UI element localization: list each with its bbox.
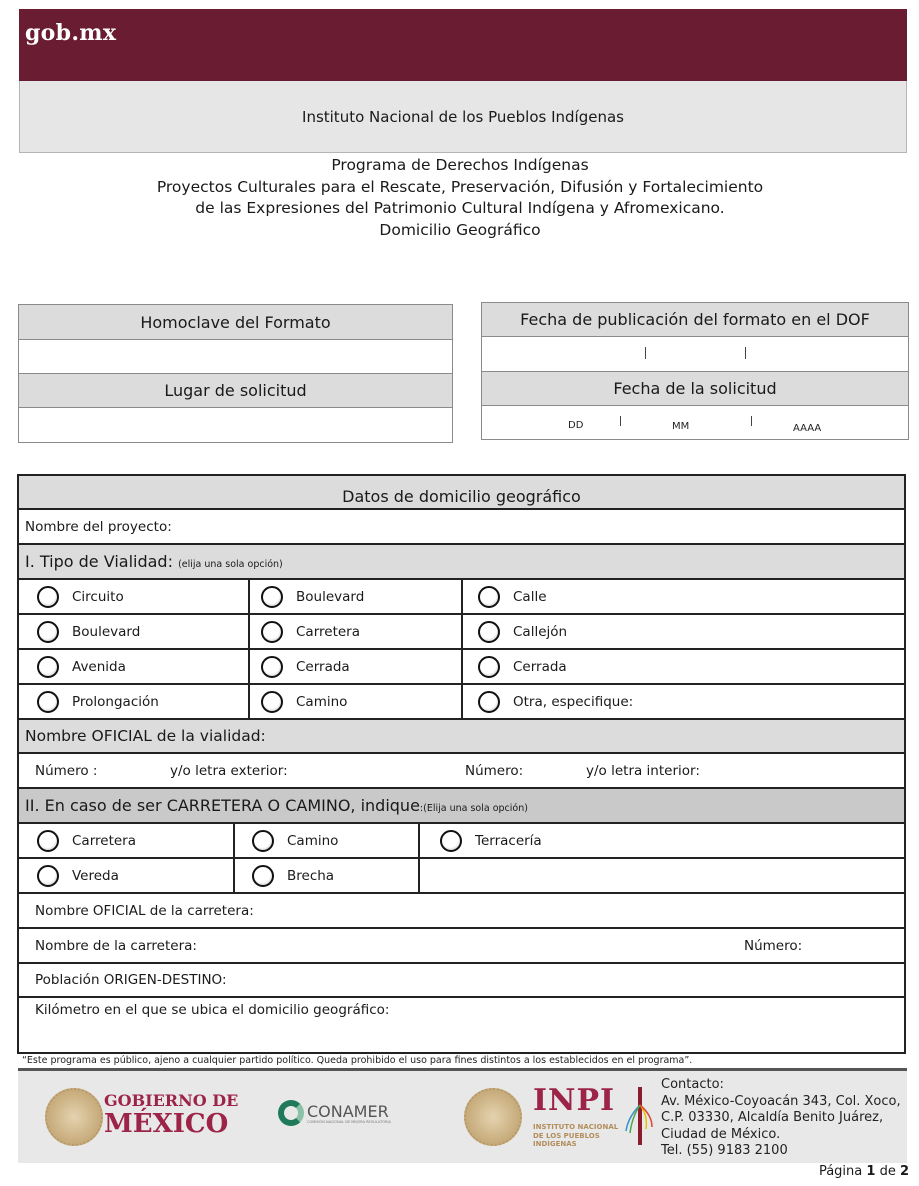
- lugar-header: [19, 374, 452, 408]
- conamer-logo-icon: [278, 1100, 304, 1126]
- official-street-name-label: Nombre OFICIAL de la vialidad:: [25, 727, 266, 745]
- vialidad-options-row: [19, 615, 904, 650]
- homoclave-header: [19, 305, 452, 340]
- dof-date-field[interactable]: [482, 337, 908, 372]
- radio-icon[interactable]: [252, 830, 274, 852]
- day-label: DD: [568, 420, 584, 431]
- road-official-name-row[interactable]: [19, 894, 904, 929]
- document-subtitle: [100, 155, 820, 241]
- int-number-field[interactable]: Número:: [465, 762, 524, 779]
- solicitud-date-field[interactable]: [482, 406, 908, 439]
- radio-icon[interactable]: [261, 691, 283, 713]
- kilometer-label: Kilómetro en el que se ubica el domicilio geográfico:: [35, 1002, 390, 1018]
- radio-icon[interactable]: [261, 586, 283, 608]
- mexico-seal-icon: [45, 1088, 103, 1146]
- subtitle-line: Proyectos Culturales para el Rescate, Preservación, Difusión y Fortalecimiento: [156, 177, 764, 196]
- radio-icon[interactable]: [37, 865, 59, 887]
- radio-icon[interactable]: [252, 865, 274, 887]
- solicitud-date-header: [482, 372, 908, 406]
- conamer-subtitle: COMISIÓN NACIONAL DE MEJORA REGULATORIA: [307, 1120, 391, 1124]
- radio-icon[interactable]: [37, 656, 59, 678]
- radio-option-otra[interactable]: Otra, especifique:: [478, 685, 633, 718]
- origin-destination-label: Población ORIGEN-DESTINO:: [35, 972, 227, 988]
- radio-option-avenida[interactable]: Avenida: [37, 650, 126, 683]
- radio-option-boulevard-2[interactable]: Boulevard: [37, 615, 140, 648]
- radio-icon[interactable]: [478, 621, 500, 643]
- radio-icon[interactable]: [261, 621, 283, 643]
- road-name-row[interactable]: [19, 929, 904, 964]
- vialidad-options-row: [19, 650, 904, 685]
- radio-icon[interactable]: [37, 621, 59, 643]
- homoclave-field[interactable]: [19, 340, 452, 374]
- radio-option-callejon[interactable]: Callejón: [478, 615, 567, 648]
- radio-option-terraceria[interactable]: Terracería: [440, 824, 542, 857]
- radio-option-calle[interactable]: Calle: [478, 580, 547, 613]
- gobmx-header-bar: [19, 9, 907, 81]
- radio-option-camino[interactable]: Camino: [261, 685, 347, 718]
- project-name-label: Nombre del proyecto:: [25, 518, 172, 535]
- radio-icon[interactable]: [37, 691, 59, 713]
- subtitle-line: Domicilio Geográfico: [379, 220, 541, 239]
- date-separator: [745, 347, 746, 359]
- section2-title: II. En caso de ser CARRETERA O CAMINO, indique:(Elija una sola opción): [25, 796, 528, 815]
- conamer-name: CONAMER: [307, 1102, 389, 1121]
- radio-option-boulevard[interactable]: Boulevard: [261, 580, 364, 613]
- subtitle-line: Programa de Derechos Indígenas: [331, 156, 589, 174]
- project-name-row[interactable]: [19, 510, 904, 545]
- road-name-label: Nombre de la carretera:: [35, 937, 197, 954]
- geographic-address-form: [17, 474, 906, 1054]
- contact-info: Contacto: Av. México-Coyoacán 343, Col. Xoco, C.P. 03330, Alcaldía Benito Juárez, Ciudad de México. Tel. (55) 9183 2100: [661, 1077, 901, 1158]
- official-street-name-row[interactable]: [19, 720, 904, 754]
- road-official-name-label: Nombre OFICIAL de la carretera:: [35, 902, 254, 919]
- institution-name: Instituto Nacional de los Pueblos Indígenas: [302, 107, 624, 126]
- radio-icon[interactable]: [478, 586, 500, 608]
- date-separator: [751, 416, 752, 426]
- radio-option-camino-road[interactable]: Camino: [252, 824, 338, 857]
- month-label: MM: [672, 421, 690, 432]
- kilometer-row[interactable]: [19, 998, 904, 1052]
- address-numbers-row: [19, 754, 904, 789]
- format-info-box: [18, 304, 453, 443]
- road-number-field[interactable]: Número:: [744, 937, 803, 954]
- origin-destination-row[interactable]: [19, 964, 904, 998]
- radio-option-cerrada[interactable]: Cerrada: [261, 650, 350, 683]
- lugar-label: Lugar de solicitud: [164, 381, 307, 400]
- date-separator: [620, 416, 621, 426]
- gobierno-line1: GOBIERNO DE: [104, 1091, 239, 1110]
- solicitud-date-label: Fecha de la solicitud: [613, 379, 777, 398]
- radio-option-carretera[interactable]: Carretera: [261, 615, 360, 648]
- inpi-ribbon-icon: [624, 1085, 654, 1147]
- int-letter-field[interactable]: y/o letra interior:: [586, 762, 700, 779]
- radio-icon[interactable]: [37, 586, 59, 608]
- section1-title: I. Tipo de Vialidad: (elija una sola opción): [25, 552, 283, 571]
- section2-hint: :(Elija una sola opción): [419, 803, 528, 814]
- radio-option-cerrada-2[interactable]: Cerrada: [478, 650, 567, 683]
- ext-letter-field[interactable]: y/o letra exterior:: [170, 762, 288, 779]
- radio-option-carretera-road[interactable]: Carretera: [37, 824, 136, 857]
- ext-number-field[interactable]: Número :: [35, 762, 98, 779]
- dof-header: [482, 303, 908, 337]
- homoclave-label: Homoclave del Formato: [140, 312, 331, 332]
- road-type-options-row: [19, 824, 904, 859]
- footer-bar: [18, 1068, 907, 1163]
- form-title: Datos de domicilio geográfico: [342, 487, 581, 506]
- date-separator: [645, 347, 646, 359]
- institution-bar: [19, 81, 907, 153]
- inpi-subtitle: INSTITUTO NACIONAL DE LOS PUEBLOS INDÍGENAS: [533, 1123, 619, 1148]
- radio-option-circuito[interactable]: Circuito: [37, 580, 124, 613]
- road-type-options-row: [19, 859, 904, 894]
- section1-hint: (elija una sola opción): [178, 559, 283, 570]
- radio-icon[interactable]: [478, 691, 500, 713]
- subtitle-line: de las Expresiones del Patrimonio Cultural Indígena y Afromexicano.: [195, 199, 725, 217]
- vialidad-options-row: [19, 685, 904, 720]
- mexico-seal-icon: [464, 1088, 522, 1146]
- section2-header: [19, 789, 904, 824]
- page-indicator: Página 1 de 2: [818, 1164, 909, 1179]
- radio-option-brecha[interactable]: Brecha: [252, 859, 334, 892]
- radio-icon[interactable]: [478, 656, 500, 678]
- radio-icon[interactable]: [261, 656, 283, 678]
- radio-icon[interactable]: [440, 830, 462, 852]
- dates-box: [481, 302, 909, 440]
- political-disclaimer: “Este programa es público, ajeno a cualquier partido político. Queda prohibido el uso para fines distintos a los establecidos en el programa”.: [22, 1055, 693, 1066]
- dof-label: Fecha de publicación del formato en el DOF: [520, 310, 870, 329]
- year-label: AAAA: [793, 423, 822, 434]
- gobierno-line2: MÉXICO: [104, 1109, 229, 1139]
- radio-icon[interactable]: [37, 830, 59, 852]
- radio-option-vereda[interactable]: Vereda: [37, 859, 119, 892]
- vialidad-options-row: [19, 580, 904, 615]
- radio-option-prolongacion[interactable]: Prolongación: [37, 685, 159, 718]
- gobmx-logo[interactable]: gob.mx: [25, 20, 117, 46]
- inpi-logo-text: INPI: [533, 1083, 616, 1118]
- form-title-row: [19, 476, 904, 510]
- section1-header: [19, 545, 904, 580]
- lugar-field[interactable]: [19, 408, 452, 442]
